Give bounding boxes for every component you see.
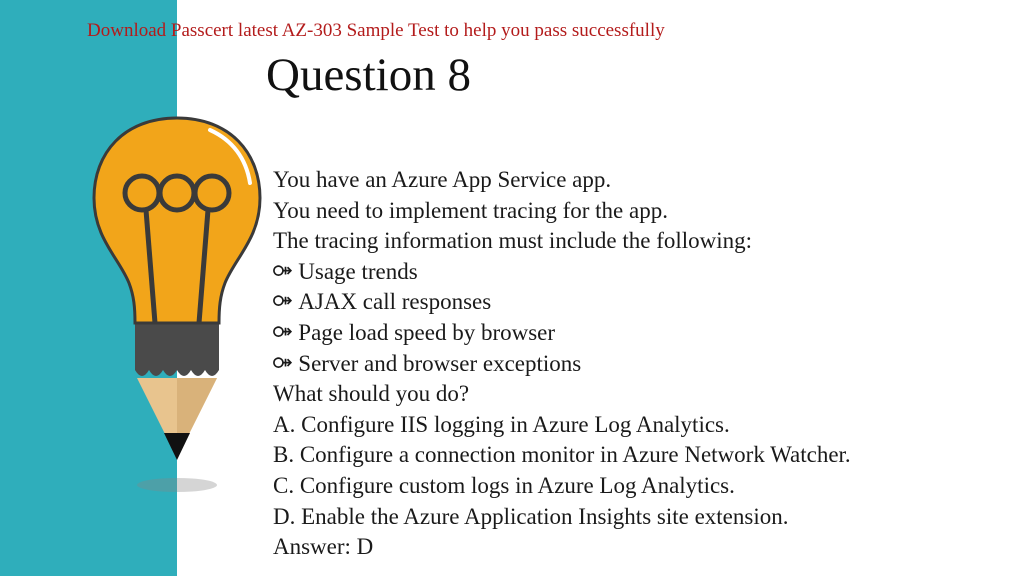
bullet-item: [273, 287, 851, 318]
answer-line: Answer: D: [273, 534, 374, 560]
promo-header: Download Passcert latest AZ-303 Sample Test to help you pass successfully: [87, 20, 665, 41]
bullet-text: Usage trends: [298, 258, 418, 284]
intro-line: The tracing information must include the following:: [273, 228, 753, 254]
bullet-text: Server and browser exceptions: [298, 350, 582, 376]
answer-option: B. Configure a connection monitor in Azure Network Watcher.: [273, 442, 851, 468]
bullet-item: [273, 349, 851, 380]
question-title: Question 8: [266, 49, 471, 101]
bullet-icon: ⚩: [273, 289, 293, 315]
bullet-item: [273, 318, 851, 349]
bullet-text: Page load speed by browser: [298, 319, 556, 345]
answer-option: D. Enable the Azure Application Insights site extension.: [273, 503, 789, 529]
bullet-item: [273, 257, 851, 288]
lightbulb-pencil-icon: [80, 108, 270, 508]
answer-option: C. Configure custom logs in Azure Log Analytics.: [273, 472, 735, 498]
question-body: [273, 165, 851, 563]
answer-option: A. Configure IIS logging in Azure Log Analytics.: [273, 411, 730, 437]
bullet-icon: ⚩: [273, 258, 293, 284]
bullet-icon: ⚩: [273, 319, 293, 345]
bullet-icon: ⚩: [273, 350, 293, 376]
intro-line: You have an Azure App Service app.: [273, 167, 612, 192]
bullet-text: AJAX call responses: [298, 289, 492, 315]
question-prompt: What should you do?: [273, 381, 470, 407]
intro-line: You need to implement tracing for the app.: [273, 197, 668, 223]
